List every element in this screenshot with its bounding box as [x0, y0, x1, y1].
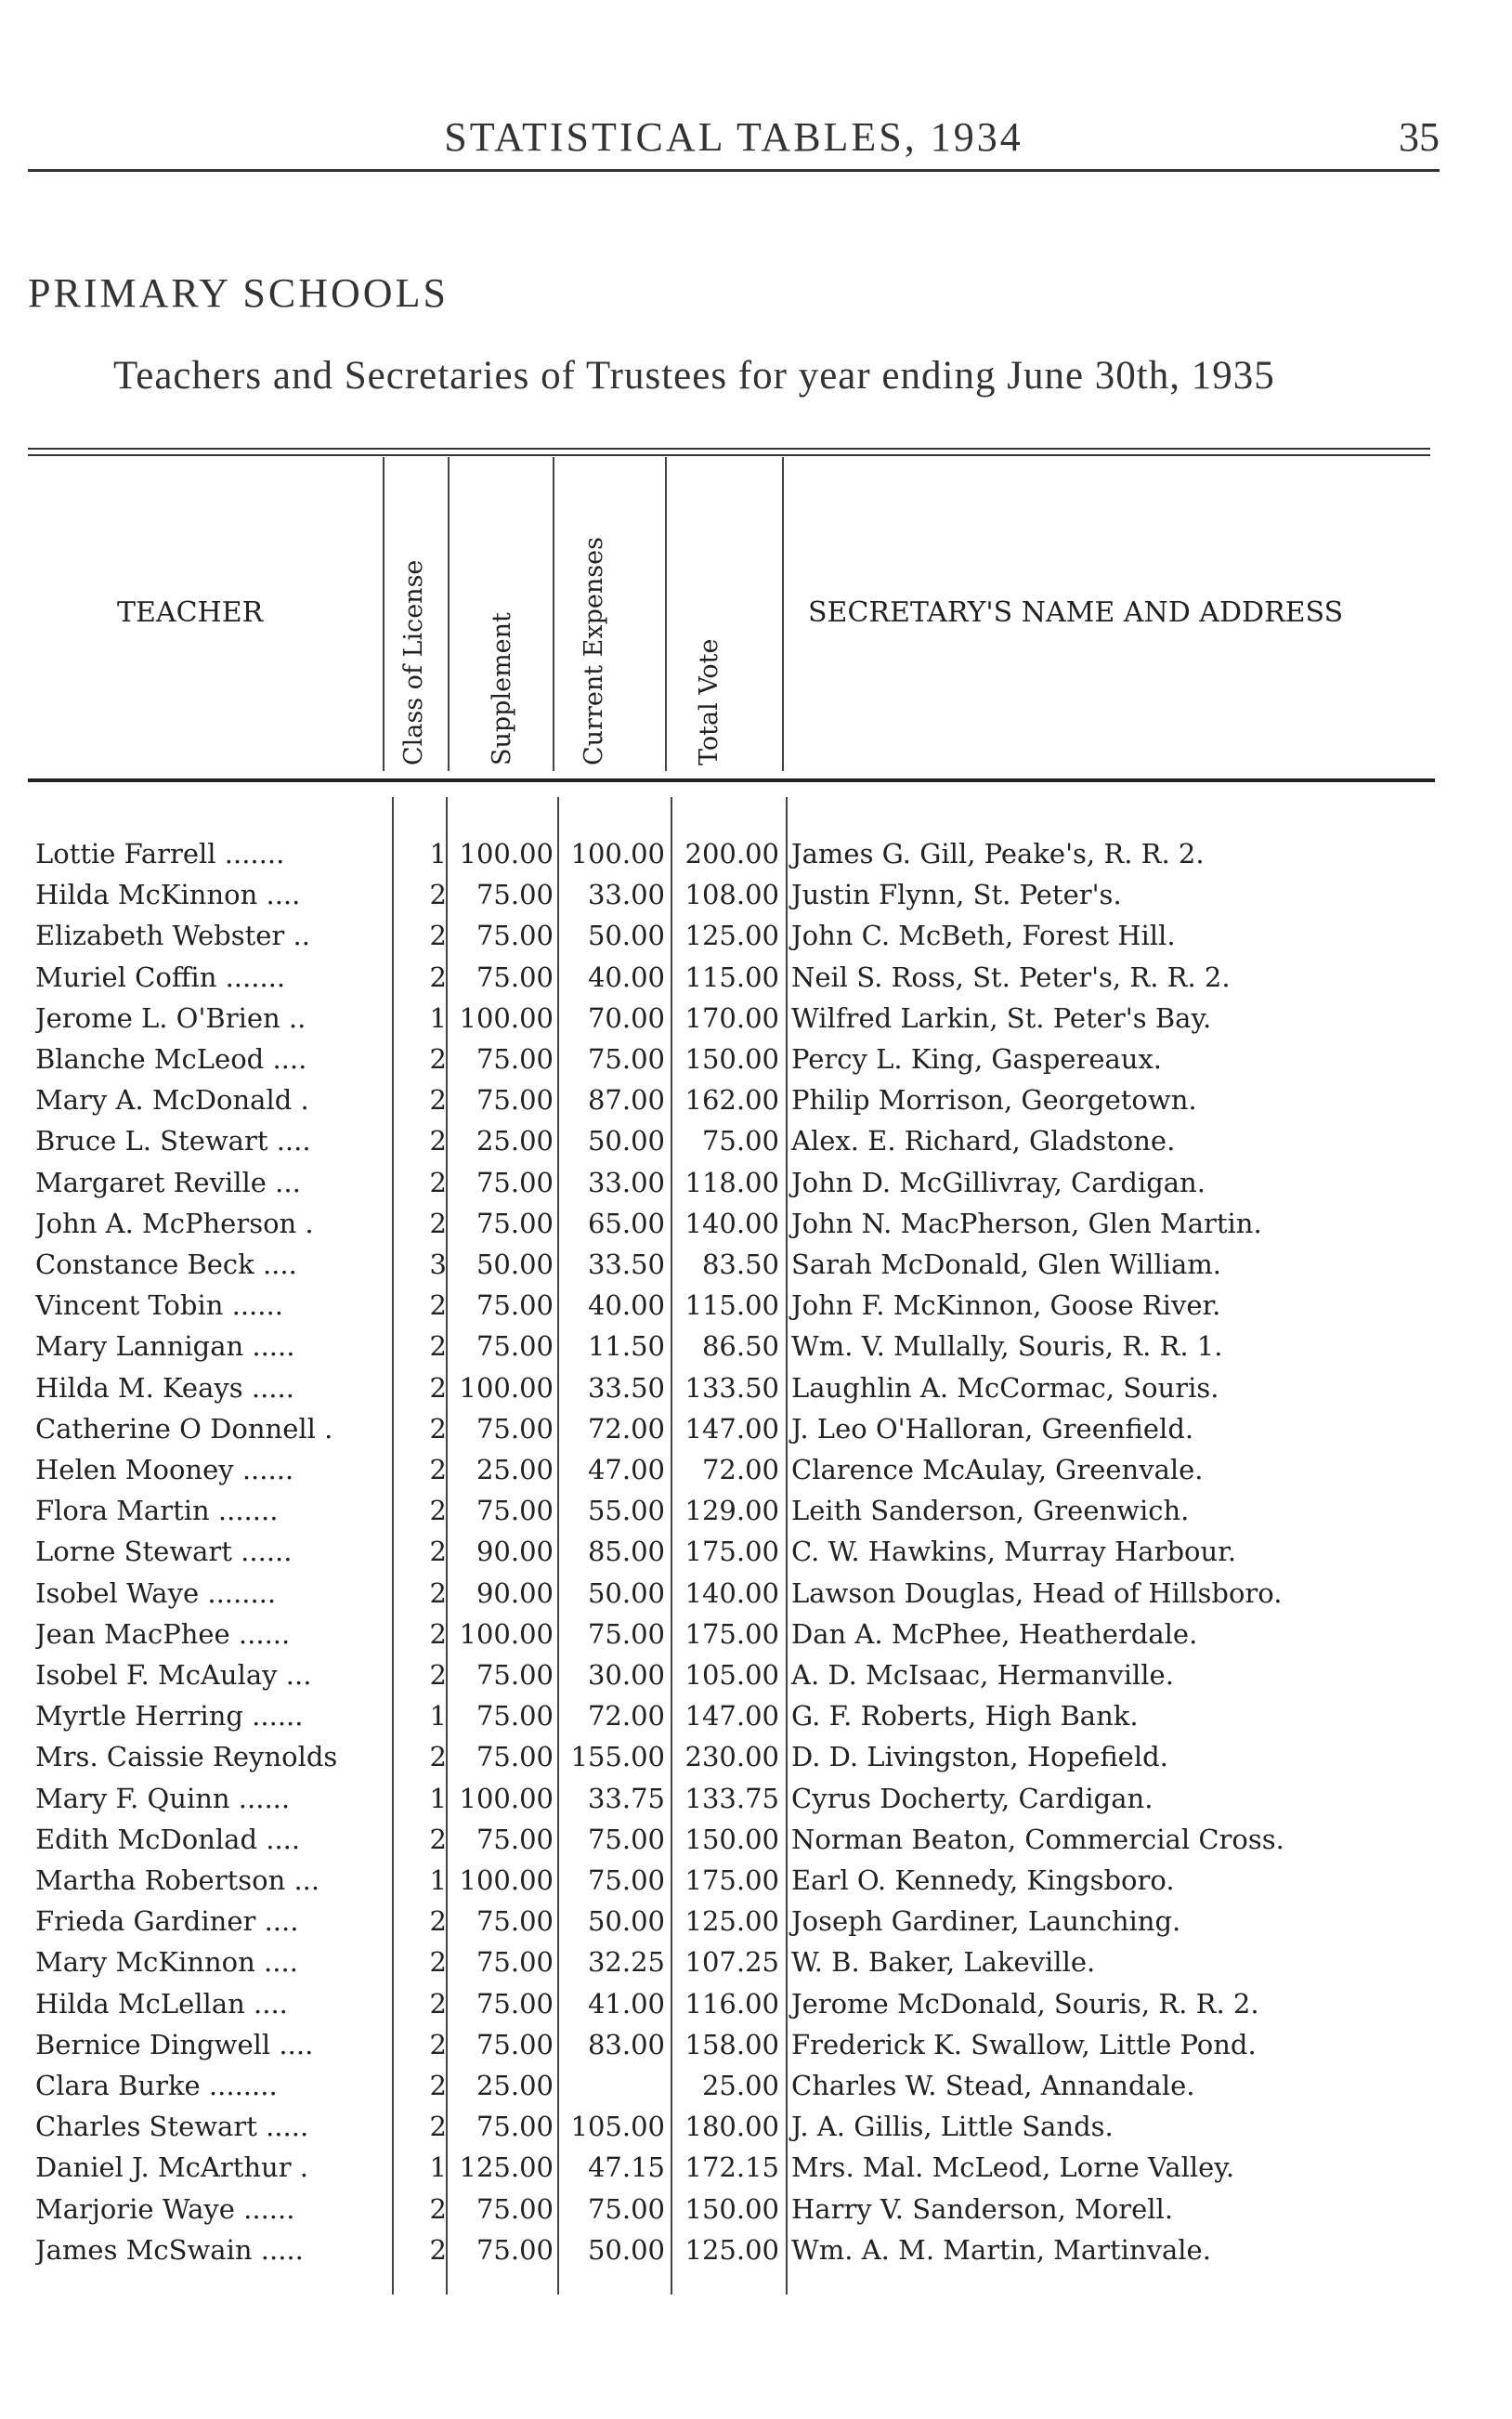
page-number: 35: [1399, 114, 1440, 160]
teacher-name: Muriel Coffin .......: [35, 961, 286, 993]
current-expenses-value: 83.00: [587, 2028, 665, 2060]
supplement-value: 75.00: [476, 1987, 554, 2020]
supplement-value: 75.00: [476, 2111, 554, 2143]
supplement-value: 100.00: [459, 1617, 554, 1650]
secretary-name-address: Wm. V. Mullally, Souris, R. R. 1.: [791, 1330, 1223, 1363]
total-vote-value: 125.00: [684, 1905, 779, 1938]
total-vote-value: 180.00: [684, 2111, 779, 2143]
total-vote-value: 125.00: [684, 2233, 779, 2266]
total-vote-value: 158.00: [684, 2028, 779, 2060]
class-of-license-value: 2: [429, 1987, 447, 2020]
current-expenses-value: 33.50: [587, 1249, 665, 1280]
teacher-name: Hilda McKinnon ....: [35, 879, 301, 911]
class-of-license-value: 2: [429, 1043, 447, 1075]
secretary-name-address: John N. MacPherson, Glen Martin.: [791, 1207, 1262, 1239]
teacher-name: Helen Mooney ......: [35, 1454, 294, 1485]
table-row: [0, 2234, 1512, 2275]
column-header-class-of-license: Class of License: [399, 559, 428, 765]
current-expenses-value: 50.00: [587, 2233, 665, 2266]
class-of-license-value: 2: [429, 1741, 447, 1773]
current-expenses-value: 75.00: [587, 1864, 665, 1896]
supplement-value: 75.00: [476, 1946, 554, 1979]
supplement-value: 100.00: [459, 1001, 554, 1034]
class-of-license-value: 2: [429, 1289, 447, 1322]
table-row: [0, 2151, 1512, 2192]
total-vote-value: 129.00: [684, 1495, 779, 1527]
table-row: [0, 1988, 1512, 2029]
secretary-name-address: Frederick K. Swallow, Little Pond.: [791, 2028, 1257, 2060]
table-row: [0, 961, 1512, 1002]
secretary-name-address: Wm. A. M. Martin, Martinvale.: [791, 2233, 1211, 2266]
secretary-name-address: Joseph Gardiner, Launching.: [791, 1905, 1181, 1938]
total-vote-value: 172.15: [684, 2151, 779, 2184]
page-header: [28, 113, 1440, 172]
secretary-name-address: John D. McGillivray, Cardigan.: [791, 1166, 1206, 1198]
supplement-value: 50.00: [476, 1249, 554, 1280]
teacher-name: Lorne Stewart ......: [35, 1536, 293, 1568]
supplement-value: 25.00: [476, 1125, 554, 1157]
table-subtitle: Teachers and Secretaries of Trustees for year ending June 30th, 1935: [113, 354, 1275, 398]
total-vote-value: 175.00: [684, 1864, 779, 1896]
current-expenses-value: 40.00: [587, 961, 665, 993]
supplement-value: 75.00: [476, 1905, 554, 1938]
table-row: [0, 1864, 1512, 1905]
supplement-value: 100.00: [459, 1864, 554, 1896]
table-row: [0, 1208, 1512, 1249]
teacher-name: Hilda McLellan ....: [35, 1987, 288, 2020]
current-expenses-value: 70.00: [587, 1001, 665, 1034]
secretary-name-address: Justin Flynn, St. Peter's.: [791, 879, 1122, 911]
total-vote-value: 230.00: [684, 1741, 779, 1773]
supplement-value: 90.00: [476, 1576, 554, 1609]
table-row: [0, 879, 1512, 920]
secretary-name-address: Dan A. McPhee, Heatherdale.: [791, 1617, 1198, 1650]
class-of-license-value: 2: [429, 1454, 447, 1485]
table-row: [0, 2193, 1512, 2234]
teacher-name: Isobel Waye ........: [35, 1576, 277, 1609]
column-header-supplement: Supplement: [488, 612, 516, 765]
supplement-value: 100.00: [459, 1371, 554, 1404]
class-of-license-value: 1: [429, 1700, 447, 1733]
total-vote-value: 125.00: [684, 920, 779, 952]
total-vote-value: 147.00: [684, 1700, 779, 1733]
total-vote-value: 140.00: [684, 1576, 779, 1609]
secretary-name-address: Cyrus Docherty, Cardigan.: [791, 1782, 1154, 1814]
teacher-name: Charles Stewart .....: [35, 2111, 309, 2143]
column-divider: [383, 457, 385, 771]
current-expenses-value: 72.00: [587, 1700, 665, 1733]
section-title: PRIMARY SCHOOLS: [28, 270, 449, 316]
teacher-name: Bruce L. Stewart ....: [35, 1125, 311, 1157]
class-of-license-value: 2: [429, 1946, 447, 1979]
class-of-license-value: 2: [429, 2111, 447, 2143]
total-vote-value: 140.00: [684, 1207, 779, 1239]
secretary-name-address: Jerome McDonald, Souris, R. R. 2.: [791, 1987, 1259, 2020]
teacher-name: Clara Burke ........: [35, 2070, 278, 2101]
total-vote-value: 175.00: [684, 1536, 779, 1568]
table-top-rule-second: [28, 454, 1430, 456]
table-row: [0, 1495, 1512, 1536]
table-row: [0, 1700, 1512, 1741]
supplement-value: 75.00: [476, 2028, 554, 2060]
teacher-name: Mary F. Quinn ......: [35, 1782, 291, 1814]
class-of-license-value: 2: [429, 1659, 447, 1691]
current-expenses-value: 11.50: [587, 1330, 665, 1363]
teacher-name: Bernice Dingwell ....: [35, 2028, 314, 2060]
secretary-name-address: Laughlin A. McCormac, Souris.: [791, 1371, 1219, 1404]
secretary-name-address: Mrs. Mal. McLeod, Lorne Valley.: [791, 2151, 1235, 2184]
teacher-name: Flora Martin .......: [35, 1495, 279, 1527]
table-row: [0, 1167, 1512, 1208]
teacher-name: Myrtle Herring ......: [35, 1700, 304, 1733]
current-expenses-value: 33.75: [587, 1782, 665, 1814]
current-expenses-value: 65.00: [587, 1207, 665, 1239]
supplement-value: 75.00: [476, 1289, 554, 1322]
current-expenses-value: 55.00: [587, 1495, 665, 1527]
teacher-name: Jean MacPhee ......: [35, 1617, 291, 1650]
running-head: STATISTICAL TABLES, 1934: [444, 114, 1023, 160]
column-divider: [665, 457, 667, 771]
current-expenses-value: 75.00: [587, 1617, 665, 1650]
supplement-value: 75.00: [476, 1330, 554, 1363]
current-expenses-value: 50.00: [587, 1905, 665, 1938]
class-of-license-value: 3: [429, 1249, 447, 1280]
secretary-name-address: Clarence McAulay, Greenvale.: [791, 1454, 1204, 1485]
current-expenses-value: 30.00: [587, 1659, 665, 1691]
class-of-license-value: 2: [429, 961, 447, 993]
supplement-value: 75.00: [476, 1741, 554, 1773]
table-row: [0, 1741, 1512, 1782]
table-row: [0, 1289, 1512, 1330]
secretary-name-address: James G. Gill, Peake's, R. R. 2.: [791, 838, 1205, 870]
teacher-name: Catherine O Donnell .: [35, 1412, 333, 1445]
secretary-name-address: Earl O. Kennedy, Kingsboro.: [791, 1864, 1175, 1896]
total-vote-value: 116.00: [684, 1987, 779, 2020]
current-expenses-value: 47.00: [587, 1454, 665, 1485]
table-row: [0, 1783, 1512, 1824]
secretary-name-address: G. F. Roberts, High Bank.: [791, 1700, 1139, 1733]
supplement-value: 75.00: [476, 1495, 554, 1527]
class-of-license-value: 2: [429, 1330, 447, 1363]
teacher-name: Elizabeth Webster ..: [35, 920, 310, 952]
teacher-name: Blanche McLeod ....: [35, 1043, 307, 1075]
teacher-name: Martha Robertson ...: [35, 1864, 320, 1896]
class-of-license-value: 1: [429, 2151, 447, 2184]
table-row: [0, 1905, 1512, 1946]
teacher-name: Frieda Gardiner ....: [35, 1905, 299, 1938]
table-row: [0, 1454, 1512, 1495]
teacher-name: John A. McPherson .: [35, 1207, 314, 1239]
teacher-name: Vincent Tobin ......: [35, 1289, 283, 1322]
supplement-value: 75.00: [476, 1043, 554, 1075]
current-expenses-value: 75.00: [587, 1043, 665, 1075]
secretary-name-address: John F. McKinnon, Goose River.: [791, 1289, 1221, 1322]
table-row: [0, 1002, 1512, 1043]
current-expenses-value: 47.15: [587, 2151, 665, 2184]
class-of-license-value: 1: [429, 838, 447, 870]
secretary-name-address: Neil S. Ross, St. Peter's, R. R. 2.: [791, 961, 1231, 993]
column-header-teacher: TEACHER: [117, 596, 264, 629]
total-vote-value: 133.50: [684, 1371, 779, 1404]
supplement-value: 75.00: [476, 2233, 554, 2266]
current-expenses-value: 32.25: [587, 1946, 665, 1979]
supplement-value: 90.00: [476, 1536, 554, 1568]
class-of-license-value: 2: [429, 2028, 447, 2060]
current-expenses-value: 50.00: [587, 1576, 665, 1609]
current-expenses-value: 40.00: [587, 1289, 665, 1322]
table-row: [0, 1536, 1512, 1576]
table-row: [0, 1249, 1512, 1289]
supplement-value: 75.00: [476, 1823, 554, 1855]
class-of-license-value: 1: [429, 1782, 447, 1814]
total-vote-value: 170.00: [684, 1001, 779, 1034]
teacher-name: Mrs. Caissie Reynolds: [35, 1741, 338, 1773]
class-of-license-value: 2: [429, 1823, 447, 1855]
total-vote-value: 83.50: [701, 1249, 779, 1280]
supplement-value: 75.00: [476, 2192, 554, 2225]
table-row: [0, 1618, 1512, 1659]
total-vote-value: 175.00: [684, 1617, 779, 1650]
secretary-name-address: Leith Sanderson, Greenwich.: [791, 1495, 1190, 1527]
secretary-name-address: Harry V. Sanderson, Morell.: [791, 2192, 1174, 2225]
secretary-name-address: Charles W. Stead, Annandale.: [791, 2070, 1195, 2101]
column-header-total-vote: Total Vote: [695, 638, 723, 765]
current-expenses-value: 85.00: [587, 1536, 665, 1568]
supplement-value: 100.00: [459, 1782, 554, 1814]
class-of-license-value: 2: [429, 1371, 447, 1404]
table-row: [0, 2029, 1512, 2070]
class-of-license-value: 2: [429, 1412, 447, 1445]
teacher-name: Daniel J. McArthur .: [35, 2151, 309, 2184]
current-expenses-value: 33.00: [587, 879, 665, 911]
teacher-name: James McSwain .....: [35, 2233, 304, 2266]
column-header-current-expenses: Current Expenses: [580, 537, 608, 765]
supplement-value: 25.00: [476, 2070, 554, 2101]
total-vote-value: 150.00: [684, 1823, 779, 1855]
secretary-name-address: W. B. Baker, Lakeville.: [791, 1946, 1096, 1979]
secretary-name-address: Percy L. King, Gaspereaux.: [791, 1043, 1163, 1075]
secretary-name-address: J. Leo O'Halloran, Greenfield.: [791, 1412, 1194, 1445]
table-row: [0, 1084, 1512, 1125]
supplement-value: 75.00: [476, 1659, 554, 1691]
class-of-license-value: 1: [429, 1864, 447, 1896]
supplement-value: 75.00: [476, 1207, 554, 1239]
teacher-name: Hilda M. Keays .....: [35, 1371, 294, 1404]
supplement-value: 75.00: [476, 1700, 554, 1733]
class-of-license-value: 2: [429, 1495, 447, 1527]
class-of-license-value: 1: [429, 1001, 447, 1034]
current-expenses-value: 50.00: [587, 1125, 665, 1157]
current-expenses-value: 33.00: [587, 1166, 665, 1198]
class-of-license-value: 2: [429, 2233, 447, 2266]
class-of-license-value: 2: [429, 879, 447, 911]
total-vote-value: 105.00: [684, 1659, 779, 1691]
secretary-name-address: Lawson Douglas, Head of Hillsboro.: [791, 1576, 1283, 1609]
teacher-name: Marjorie Waye ......: [35, 2192, 295, 2225]
current-expenses-value: 155.00: [570, 1741, 665, 1773]
class-of-license-value: 2: [429, 1084, 447, 1117]
class-of-license-value: 2: [429, 1617, 447, 1650]
teacher-name: Margaret Reville ...: [35, 1166, 301, 1198]
supplement-value: 75.00: [476, 1412, 554, 1445]
current-expenses-value: 87.00: [587, 1084, 665, 1117]
class-of-license-value: 2: [429, 2070, 447, 2101]
total-vote-value: 162.00: [684, 1084, 779, 1117]
teacher-name: Mary A. McDonald .: [35, 1084, 309, 1117]
total-vote-value: 147.00: [684, 1412, 779, 1445]
table-row: [0, 1824, 1512, 1864]
table-row: [0, 1372, 1512, 1413]
supplement-value: 100.00: [459, 838, 554, 870]
class-of-license-value: 2: [429, 1576, 447, 1609]
total-vote-value: 72.00: [701, 1454, 779, 1485]
total-vote-value: 25.00: [701, 2070, 779, 2101]
current-expenses-value: 105.00: [570, 2111, 665, 2143]
class-of-license-value: 2: [429, 1536, 447, 1568]
current-expenses-value: 41.00: [587, 1987, 665, 2020]
table-row: [0, 1125, 1512, 1166]
current-expenses-value: 75.00: [587, 1823, 665, 1855]
current-expenses-value: 72.00: [587, 1412, 665, 1445]
table-row: [0, 1577, 1512, 1618]
teacher-name: Lottie Farrell .......: [35, 838, 285, 870]
total-vote-value: 115.00: [684, 961, 779, 993]
supplement-value: 125.00: [459, 2151, 554, 2184]
class-of-license-value: 2: [429, 2192, 447, 2225]
current-expenses-value: 75.00: [587, 2192, 665, 2225]
table-row: [0, 1659, 1512, 1700]
secretary-name-address: A. D. McIsaac, Hermanville.: [791, 1659, 1174, 1691]
column-header-secretary: SECRETARY'S NAME AND ADDRESS: [808, 596, 1344, 629]
current-expenses-value: 33.50: [587, 1371, 665, 1404]
secretary-name-address: Alex. E. Richard, Gladstone.: [791, 1125, 1176, 1157]
teacher-name: Jerome L. O'Brien ..: [35, 1001, 306, 1034]
table-row: [0, 2070, 1512, 2111]
teacher-name: Edith McDonlad ....: [35, 1823, 301, 1855]
supplement-value: 75.00: [476, 961, 554, 993]
class-of-license-value: 2: [429, 920, 447, 952]
table-row: [0, 838, 1512, 879]
teacher-name: Mary Lannigan .....: [35, 1330, 295, 1363]
total-vote-value: 75.00: [701, 1125, 779, 1157]
class-of-license-value: 2: [429, 1207, 447, 1239]
column-divider: [782, 457, 784, 771]
total-vote-value: 200.00: [684, 838, 779, 870]
supplement-value: 75.00: [476, 879, 554, 911]
class-of-license-value: 2: [429, 1905, 447, 1938]
table-row: [0, 1413, 1512, 1454]
table-row: [0, 1330, 1512, 1371]
current-expenses-value: 100.00: [570, 838, 665, 870]
secretary-name-address: Norman Beaton, Commercial Cross.: [791, 1823, 1284, 1855]
supplement-value: 75.00: [476, 1166, 554, 1198]
table-row: [0, 2111, 1512, 2151]
teacher-name: Mary McKinnon ....: [35, 1946, 298, 1979]
total-vote-value: 150.00: [684, 1043, 779, 1075]
secretary-name-address: Wilfred Larkin, St. Peter's Bay.: [791, 1001, 1212, 1034]
header-bottom-rule: [28, 778, 1435, 782]
current-expenses-value: 50.00: [587, 920, 665, 952]
secretary-name-address: C. W. Hawkins, Murray Harbour.: [791, 1536, 1237, 1568]
supplement-value: 75.00: [476, 920, 554, 952]
total-vote-value: 115.00: [684, 1289, 779, 1322]
secretary-name-address: Philip Morrison, Georgetown.: [791, 1084, 1197, 1117]
secretary-name-address: John C. McBeth, Forest Hill.: [791, 920, 1176, 952]
total-vote-value: 107.25: [684, 1946, 779, 1979]
table-row: [0, 1043, 1512, 1084]
teacher-name: Isobel F. McAulay ...: [35, 1659, 312, 1691]
total-vote-value: 150.00: [684, 2192, 779, 2225]
total-vote-value: 118.00: [684, 1166, 779, 1198]
column-divider: [448, 457, 450, 771]
supplement-value: 25.00: [476, 1454, 554, 1485]
total-vote-value: 86.50: [701, 1330, 779, 1363]
teacher-name: Constance Beck ....: [35, 1249, 297, 1280]
table-top-rule: [28, 448, 1430, 450]
secretary-name-address: D. D. Livingston, Hopefield.: [791, 1741, 1168, 1773]
class-of-license-value: 2: [429, 1125, 447, 1157]
secretary-name-address: Sarah McDonald, Glen William.: [791, 1249, 1221, 1280]
table-row: [0, 920, 1512, 961]
total-vote-value: 108.00: [684, 879, 779, 911]
table-row: [0, 1946, 1512, 1987]
column-divider: [553, 457, 554, 771]
supplement-value: 75.00: [476, 1084, 554, 1117]
class-of-license-value: 2: [429, 1166, 447, 1198]
total-vote-value: 133.75: [684, 1782, 779, 1814]
secretary-name-address: J. A. Gillis, Little Sands.: [791, 2111, 1114, 2143]
